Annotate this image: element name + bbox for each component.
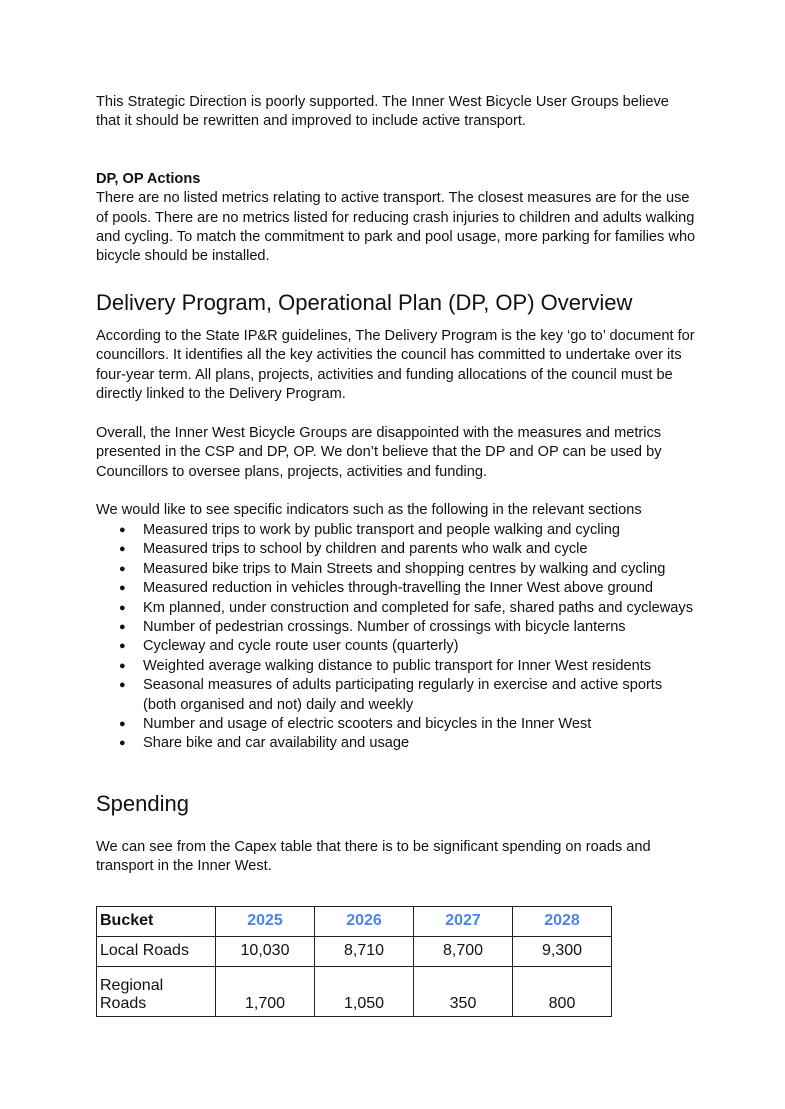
table-header-year: 2027 <box>414 906 513 936</box>
document-page <box>96 93 696 1017</box>
list-item <box>119 734 696 753</box>
list-item-text: Weighted average walking distance to public transport for Inner West residents <box>143 657 652 674</box>
bullet-icon: ● <box>119 620 126 633</box>
table-cell-value: 350 <box>414 966 513 1016</box>
table-header-year: 2028 <box>513 906 612 936</box>
list-item <box>119 637 696 656</box>
list-item-text: Share bike and car availability and usage <box>143 735 410 752</box>
table-cell-value: 8,700 <box>414 936 513 966</box>
dp-op-actions-paragraph: There are no listed metrics relating to active transport. The closest measures are for the use of pools. There are no metrics listed for reducing crash injuries to children and adults walking and cycling. To match the commitment to park and pool usage, more parking for families who bicycle should be installed. <box>96 190 696 265</box>
bullet-icon: ● <box>119 523 126 536</box>
list-item <box>119 579 696 598</box>
table-cell-value: 9,300 <box>513 936 612 966</box>
overview-heading: Delivery Program, Operational Plan (DP, OP) Overview <box>96 289 633 315</box>
bullet-icon: ● <box>119 679 126 692</box>
table-cell-value: 1,700 <box>216 966 315 1016</box>
capex-table <box>96 906 612 1017</box>
bullet-icon: ● <box>119 601 126 614</box>
list-item <box>119 599 696 618</box>
bullet-icon: ● <box>119 717 126 730</box>
list-item-text: Number and usage of electric scooters and bicycles in the Inner West <box>143 715 592 732</box>
list-item-text: Number of pedestrian crossings. Number of crossings with bicycle lanterns <box>143 618 626 635</box>
bullet-icon: ● <box>119 562 126 575</box>
list-item-text: Cycleway and cycle route user counts (quarterly) <box>143 638 459 655</box>
list-item <box>119 521 696 540</box>
list-item <box>119 618 696 637</box>
dp-op-actions-heading: DP, OP Actions <box>96 170 201 187</box>
list-item-text: Measured bike trips to Main Streets and shopping centres by walking and cycling <box>143 560 666 577</box>
table-header-year: 2026 <box>315 906 414 936</box>
spending-heading: Spending <box>96 790 189 816</box>
table-cell-name: Local Roads <box>97 936 216 966</box>
spending-paragraph: We can see from the Capex table that there is to be significant spending on roads and transport in the Inner West. <box>96 838 651 875</box>
bullet-icon: ● <box>119 737 126 750</box>
overview-paragraph-2: Overall, the Inner West Bicycle Groups are disappointed with the measures and metrics presented in the CSP and DP, OP. We don’t believe that the DP and OP can be used by Councillors to oversee plans, projects, activities and funding. <box>96 424 662 480</box>
list-item <box>119 676 696 715</box>
overview-paragraph-3: We would like to see specific indicators such as the following in the relevant sections <box>96 502 642 519</box>
table-cell-name: Regional Roads <box>97 966 216 1016</box>
list-item <box>119 560 696 579</box>
list-item <box>119 715 696 734</box>
list-item-text: Measured trips to work by public transport and people walking and cycling <box>143 521 620 538</box>
indicator-list <box>96 521 696 754</box>
bullet-icon: ● <box>119 582 126 595</box>
bullet-icon: ● <box>119 640 126 653</box>
table-cell-value: 10,030 <box>216 936 315 966</box>
list-item <box>119 657 696 676</box>
intro-paragraph: This Strategic Direction is poorly supported. The Inner West Bicycle User Groups believe that it should be rewritten and improved to include active transport. <box>96 94 669 130</box>
table-header-year: 2025 <box>216 906 315 936</box>
table-row <box>97 966 612 1016</box>
overview-paragraph-1: According to the State IP&R guidelines, The Delivery Program is the key ‘go to’ document for councillors. It identifies all the key activities the council has committed to undertake over its four-year term. All plans, projects, activities and funding allocations of the council must be directly linked to the Delivery Program. <box>96 327 695 403</box>
list-item-text: Seasonal measures of adults participating regularly in exercise and active sports (both organised and not) daily and weekly <box>143 677 663 713</box>
table-cell-value: 1,050 <box>315 966 414 1016</box>
bullet-icon: ● <box>119 543 126 556</box>
list-item-text: Measured trips to school by children and parents who walk and cycle <box>143 541 588 558</box>
table-row <box>97 936 612 966</box>
table-cell-value: 800 <box>513 966 612 1016</box>
list-item <box>119 540 696 559</box>
table-header-row <box>97 906 612 936</box>
table-header-bucket: Bucket <box>97 906 216 936</box>
list-item-text: Measured reduction in vehicles through-travelling the Inner West above ground <box>143 580 653 597</box>
table-cell-value: 8,710 <box>315 936 414 966</box>
list-item-text: Km planned, under construction and completed for safe, shared paths and cycleways <box>143 599 694 616</box>
bullet-icon: ● <box>119 659 126 672</box>
